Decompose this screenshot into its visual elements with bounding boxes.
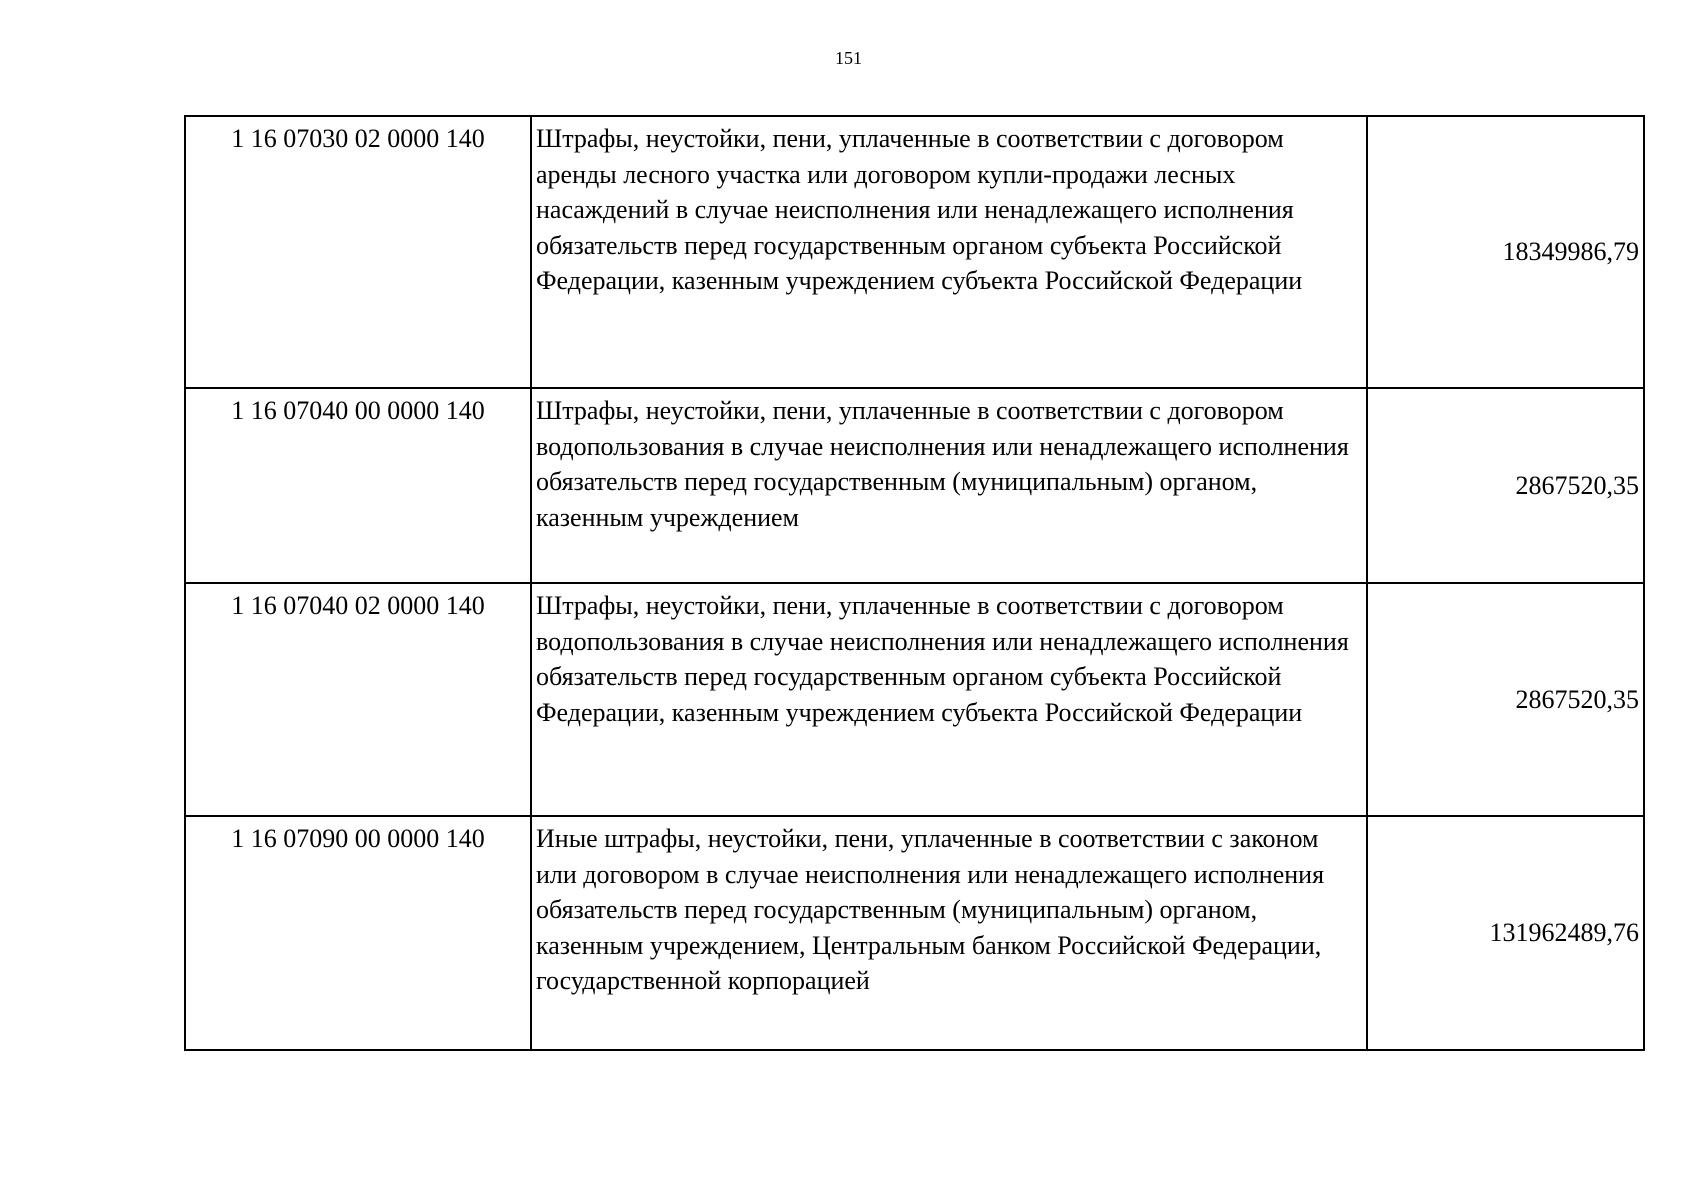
description-cell: Иные штрафы, неустойки, пени, уплаченные в соответствии с законом или договором в случае неисполнения или ненадлежащего исполнения обязательств перед государственным (муниципальным) органом, казенным учреждением, Центральным банком Российской Федерации, государственной корпорацией bbox=[531, 816, 1367, 1050]
budget-code-cell: 1 16 07040 00 0000 140 bbox=[185, 388, 531, 583]
budget-code-cell: 1 16 07030 02 0000 140 bbox=[185, 116, 531, 388]
budget-table bbox=[184, 115, 1645, 1051]
amount-cell: 2867520,35 bbox=[1367, 583, 1644, 816]
amount-cell: 2867520,35 bbox=[1367, 388, 1644, 583]
table-row bbox=[185, 816, 1644, 1050]
page-number: 151 bbox=[835, 48, 862, 68]
amount-cell: 131962489,76 bbox=[1367, 816, 1644, 1050]
table-row bbox=[185, 116, 1644, 388]
description-cell: Штрафы, неустойки, пени, уплаченные в соответствии с договором водопользования в случае неисполнения или ненадлежащего исполнения обязательств перед государственным (муниципальным) органом, казенным учреждением bbox=[531, 388, 1367, 583]
budget-code-cell: 1 16 07040 02 0000 140 bbox=[185, 583, 531, 816]
table-row bbox=[185, 388, 1644, 583]
description-cell: Штрафы, неустойки, пени, уплаченные в соответствии с договором водопользования в случае неисполнения или ненадлежащего исполнения обязательств перед государственным органом субъекта Российской Федерации, казенным учреждением субъекта Российской Федерации bbox=[531, 583, 1367, 816]
budget-code-cell: 1 16 07090 00 0000 140 bbox=[185, 816, 531, 1050]
table-row bbox=[185, 583, 1644, 816]
amount-cell: 18349986,79 bbox=[1367, 116, 1644, 388]
description-cell: Штрафы, неустойки, пени, уплаченные в соответствии с договором аренды лесного участка или договором купли-продажи лесных насаждений в случае неисполнения или ненадлежащего исполнения обязательств перед государственным органом субъекта Российской Федерации, казенным учреждением субъекта Российской Федерации bbox=[531, 116, 1367, 388]
